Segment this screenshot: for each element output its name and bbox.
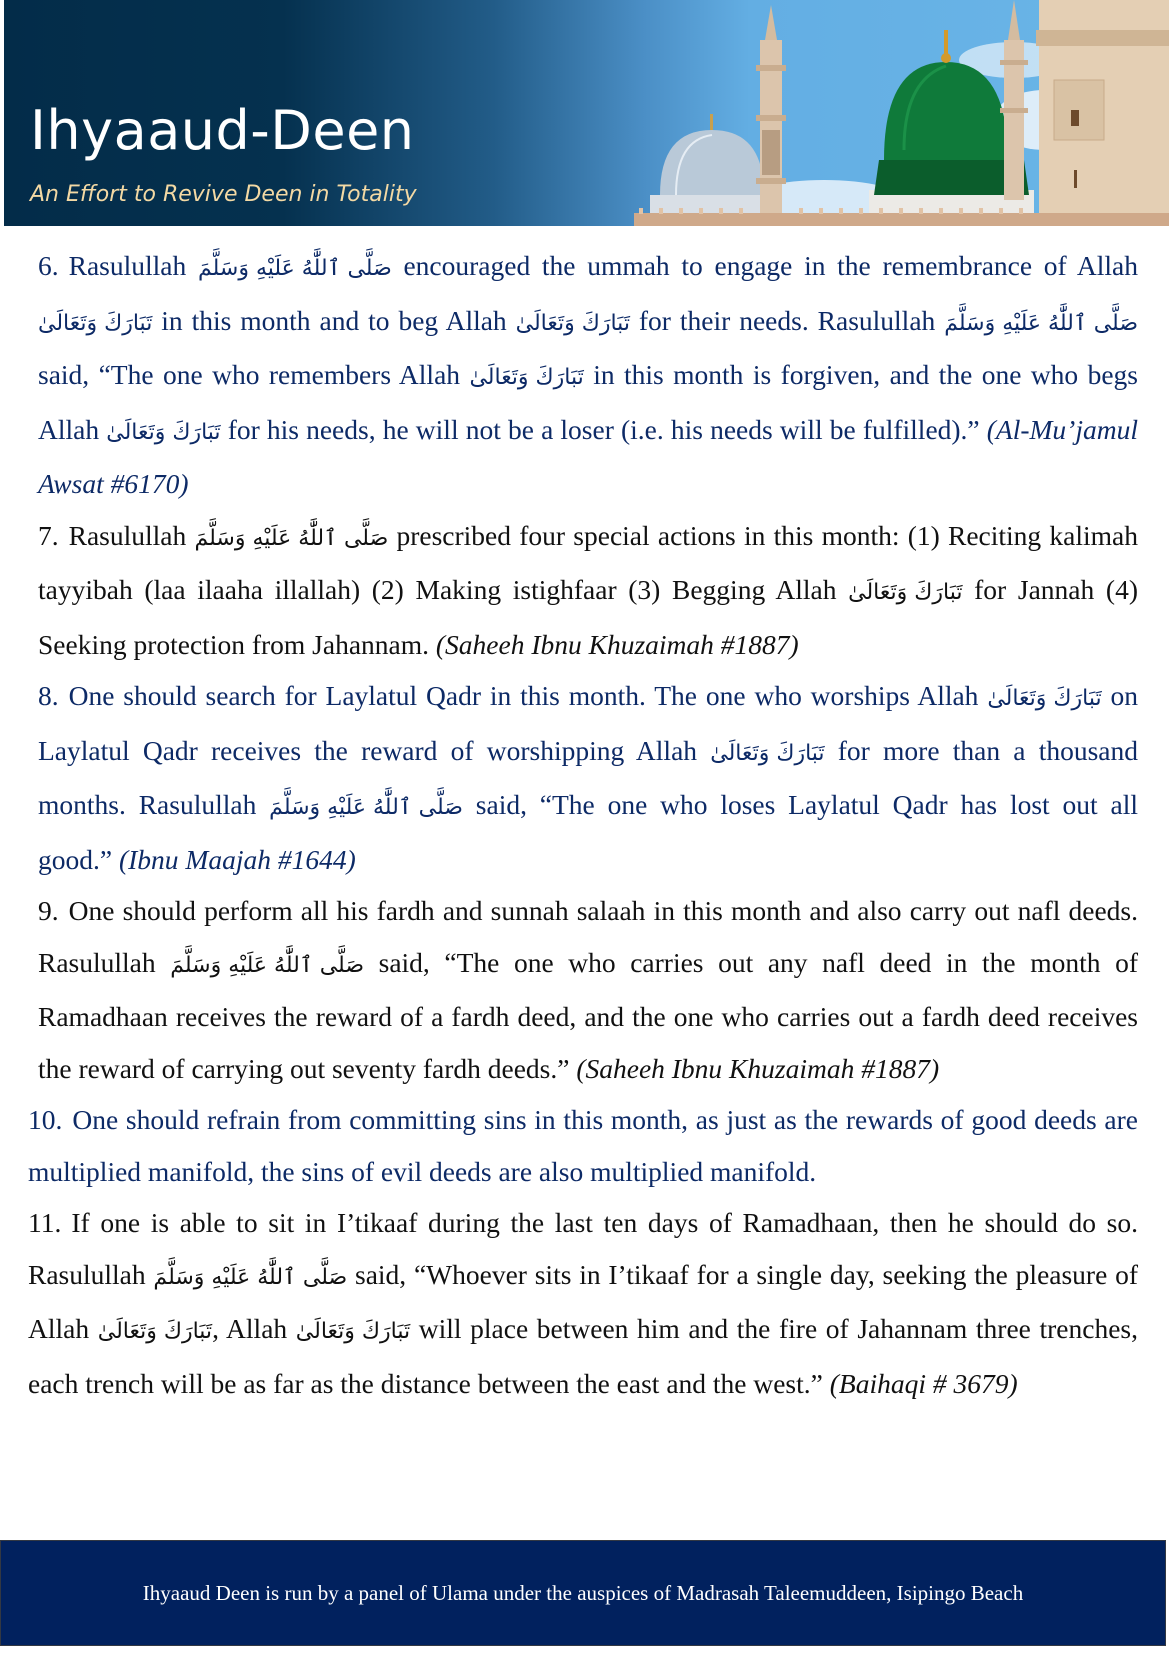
item-text: said, “The one who remembers Allah xyxy=(38,359,470,390)
list-item xyxy=(38,240,1138,510)
tabarak-honorific-icon: تَبَارَكَ وَتَعَالَىٰ xyxy=(469,365,584,390)
tabarak-honorific-icon: تَبَارَكَ وَتَعَالَىٰ xyxy=(38,310,153,336)
tabarak-honorific-icon: تَبَارَكَ وَتَعَالَىٰ xyxy=(710,740,825,766)
tabarak-honorific-icon: تَبَارَكَ وَتَعَالَىٰ xyxy=(295,1319,411,1344)
hadith-reference: (Baihaqi # 3679) xyxy=(829,1367,1018,1399)
item-text: If one is able to sit in I’tikaaf during the last ten days of Ramadhaan, then he should do so. Rasulullah xyxy=(28,1207,1138,1290)
hadith-reference: (Al-Mu’jamul Awsat #6170) xyxy=(38,413,1138,499)
item-text: One should search for Laylatul Qadr in this month. The one who worships Allah xyxy=(68,680,988,711)
tabarak-honorific-icon: تَبَارَكَ وَتَعَالَىٰ xyxy=(97,1319,213,1344)
item-text: One should refrain from committing sins in this month, as just as the rewards of good deeds are multiplied manifold, the sins of evil deeds are also multiplied manifold. xyxy=(28,1104,1138,1187)
salawat-honorific-icon: صَلَّى ٱللَّٰهُ عَلَيْهِ وَسَلَّمَ xyxy=(153,1264,348,1290)
tabarak-honorific-icon: تَبَارَكَ وَتَعَالَىٰ xyxy=(987,686,1102,711)
item-text: for Jannah (4) Seeking protection from Jahannam. xyxy=(38,574,1138,660)
list-item xyxy=(38,670,1138,885)
item-text: for more than a thousand months. Rasulullah xyxy=(38,734,1138,820)
item-text: One should perform all his fardh and sunnah salaah in this month and also carry out nafl deeds. Rasulullah xyxy=(38,895,1138,978)
footer-bar xyxy=(0,1540,1166,1646)
item-number: 11. xyxy=(28,1207,62,1238)
header-banner xyxy=(4,0,1169,226)
item-text: for his needs, he will not be a loser (i.e. his needs will be fulfilled).” xyxy=(220,413,987,445)
item-text: in this month and to beg Allah xyxy=(152,304,516,336)
item-text: Rasulullah xyxy=(68,250,198,281)
item-text: encouraged the ummah to engage in the remembrance of Allah xyxy=(391,250,1138,281)
salawat-honorific-icon: صَلَّى ٱللَّٰهُ عَلَيْهِ وَسَلَّمَ xyxy=(269,795,463,820)
salawat-honorific-icon: صَلَّى ٱللَّٰهُ عَلَيْهِ وَسَلَّمَ xyxy=(197,256,392,281)
item-number: 7. xyxy=(38,519,59,551)
tabarak-honorific-icon: تَبَارَكَ وَتَعَالَىٰ xyxy=(515,310,630,336)
item-text: for their needs. Rasulullah xyxy=(629,304,945,336)
item-number: 10. xyxy=(28,1104,63,1135)
site-tagline: An Effort to Revive Deen in Totality xyxy=(30,182,417,207)
footer-text: Ihyaaud Deen is run by a panel of Ulama under the auspices of Madrasah Taleemuddeen, Isipingo Beach xyxy=(142,1580,1024,1605)
hadith-reference: (Saheeh Ibnu Khuzaimah #1887) xyxy=(435,628,799,660)
item-text: said, “Whoever sits in I’tikaaf for a single day, seeking the pleasure of Allah xyxy=(28,1258,1138,1344)
salawat-honorific-icon: صَلَّى ٱللَّٰهُ عَلَيْهِ وَسَلَّمَ xyxy=(170,952,365,978)
salawat-honorific-icon: صَلَّى ٱللَّٰهُ عَلَيْهِ وَسَلَّمَ xyxy=(194,525,389,551)
item-text: , Allah xyxy=(212,1313,296,1344)
item-text: in this month is forgiven, and the one who begs Allah xyxy=(38,359,1139,445)
tabarak-honorific-icon: تَبَارَكَ وَتَعَالَىٰ xyxy=(848,580,963,605)
hadith-reference: (Ibnu Maajah #1644) xyxy=(118,843,356,875)
item-number: 8. xyxy=(38,680,59,711)
item-text: prescribed four special actions in this month: (1) Reciting kalimah tayyibah (laa ilaaha illallah) (2) Making istighfaar (3) Begging Allah xyxy=(38,519,1138,605)
list-item xyxy=(28,1197,1138,1409)
hadith-reference: (Saheeh Ibnu Khuzaimah #1887) xyxy=(576,1052,940,1084)
salawat-honorific-icon: صَلَّى ٱللَّٰهُ عَلَيْهِ وَسَلَّمَ xyxy=(944,310,1138,336)
item-number: 6. xyxy=(38,250,59,281)
list-item xyxy=(38,885,1138,1094)
masjid-nabawi-green-dome-icon xyxy=(584,0,1169,226)
item-text: said, “The one who carries out any nafl deed in the month of Ramadhaan receives the reward of a fardh deed, and the one who carries out a fardh deed receives the reward of carrying out seventy fardh deeds.” xyxy=(38,946,1138,1084)
item-text: will place between him and the fire of Jahannam three trenches, each trench will be as far as the distance between the east and the west.” xyxy=(28,1313,1138,1399)
list-item xyxy=(38,510,1138,671)
site-title: Ihyaaud-Deen xyxy=(30,99,415,162)
tabarak-honorific-icon: تَبَارَكَ وَتَعَالَىٰ xyxy=(106,419,221,445)
item-text: said, “The one who loses Laylatul Qadr has lost out all good.” xyxy=(38,789,1138,875)
article-content xyxy=(28,240,1139,1409)
item-number: 9. xyxy=(38,895,59,926)
item-text: on Laylatul Qadr receives the reward of worshipping Allah xyxy=(38,680,1139,766)
item-text: Rasulullah xyxy=(68,519,195,551)
list-item xyxy=(28,1094,1138,1197)
